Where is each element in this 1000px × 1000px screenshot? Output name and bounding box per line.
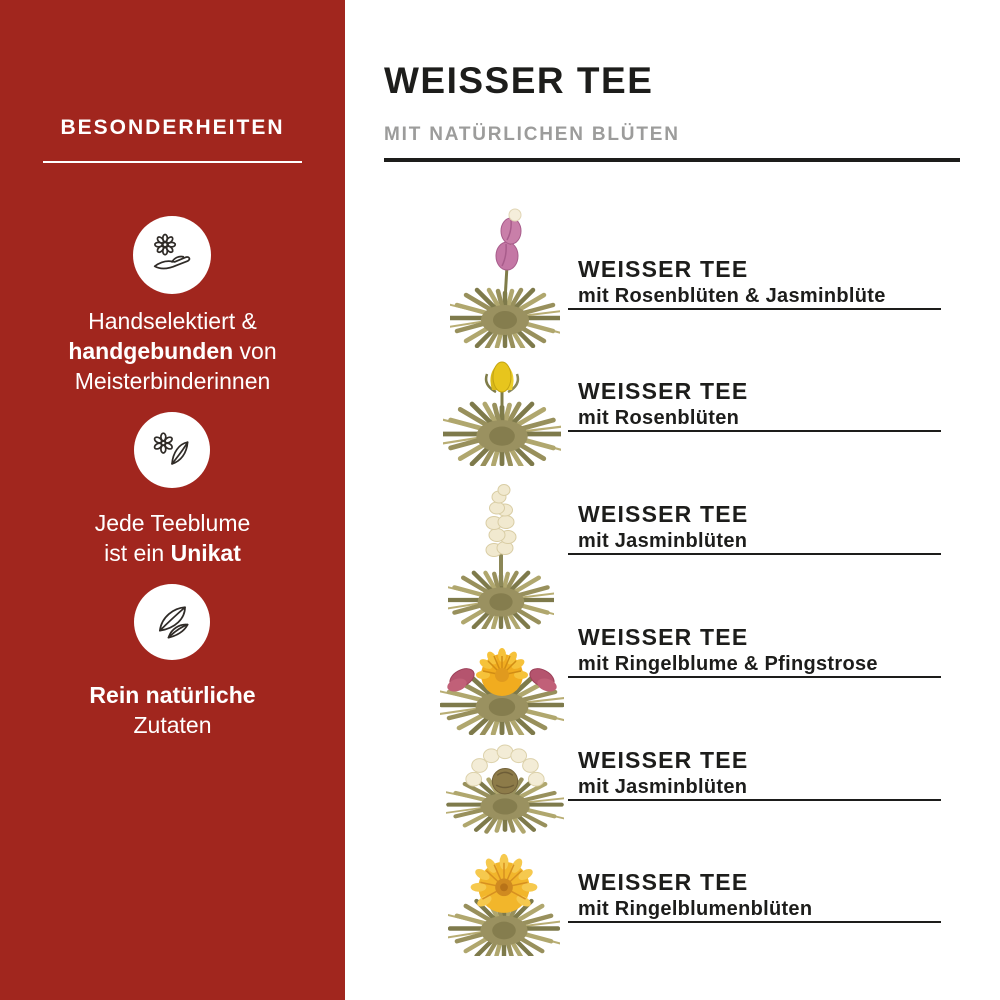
product-name: WEISSER TEE: [578, 501, 749, 527]
product-divider: [568, 308, 941, 310]
product-divider: [568, 553, 941, 555]
product-item: [0, 869, 1000, 989]
product-name: WEISSER TEE: [578, 378, 749, 404]
feature-line-bold: handgebunden: [68, 338, 234, 364]
page-title: WEISSER TEE: [384, 60, 654, 101]
sidebar-title: BESONDERHEITEN: [60, 116, 285, 139]
product-name: WEISSER TEE: [578, 747, 749, 773]
product-variant: mit Ringelblume & Pfingstrose: [578, 653, 878, 675]
product-name: WEISSER TEE: [578, 869, 749, 895]
product-name: WEISSER TEE: [578, 624, 749, 650]
product-variant: mit Rosenblüten: [578, 407, 740, 429]
product-item: [0, 256, 1000, 376]
product-divider: [568, 430, 941, 432]
feature-line: Meisterbinderinnen: [74, 368, 271, 394]
product-item: [0, 747, 1000, 867]
product-name: WEISSER TEE: [578, 256, 749, 282]
product-item: [0, 624, 1000, 744]
product-variant: mit Jasminblüten: [578, 776, 748, 798]
feature-line: ist ein: [104, 540, 171, 566]
product-variant: mit Ringelblumenblüten: [578, 898, 813, 920]
feature-line-bold: Unikat: [170, 540, 241, 566]
product-divider: [568, 799, 941, 801]
product-item: [0, 378, 1000, 498]
product-divider: [568, 676, 941, 678]
product-variant: mit Rosenblüten & Jasminblüte: [578, 285, 886, 307]
feature-line: von: [233, 338, 277, 364]
feature-line: Zutaten: [133, 712, 212, 738]
product-divider: [568, 921, 941, 923]
feature-line-bold: Rein natürliche: [89, 682, 256, 708]
product-variant: mit Jasminblüten: [578, 530, 748, 552]
product-item: [0, 501, 1000, 621]
feature-line: Handselektiert &: [88, 308, 257, 334]
feature-line: Jede Teeblume: [94, 510, 251, 536]
page-subtitle: MIT NATÜRLICHEN BLÜTEN: [384, 124, 680, 145]
sidebar-divider: [43, 161, 302, 163]
header-divider: [384, 158, 960, 162]
